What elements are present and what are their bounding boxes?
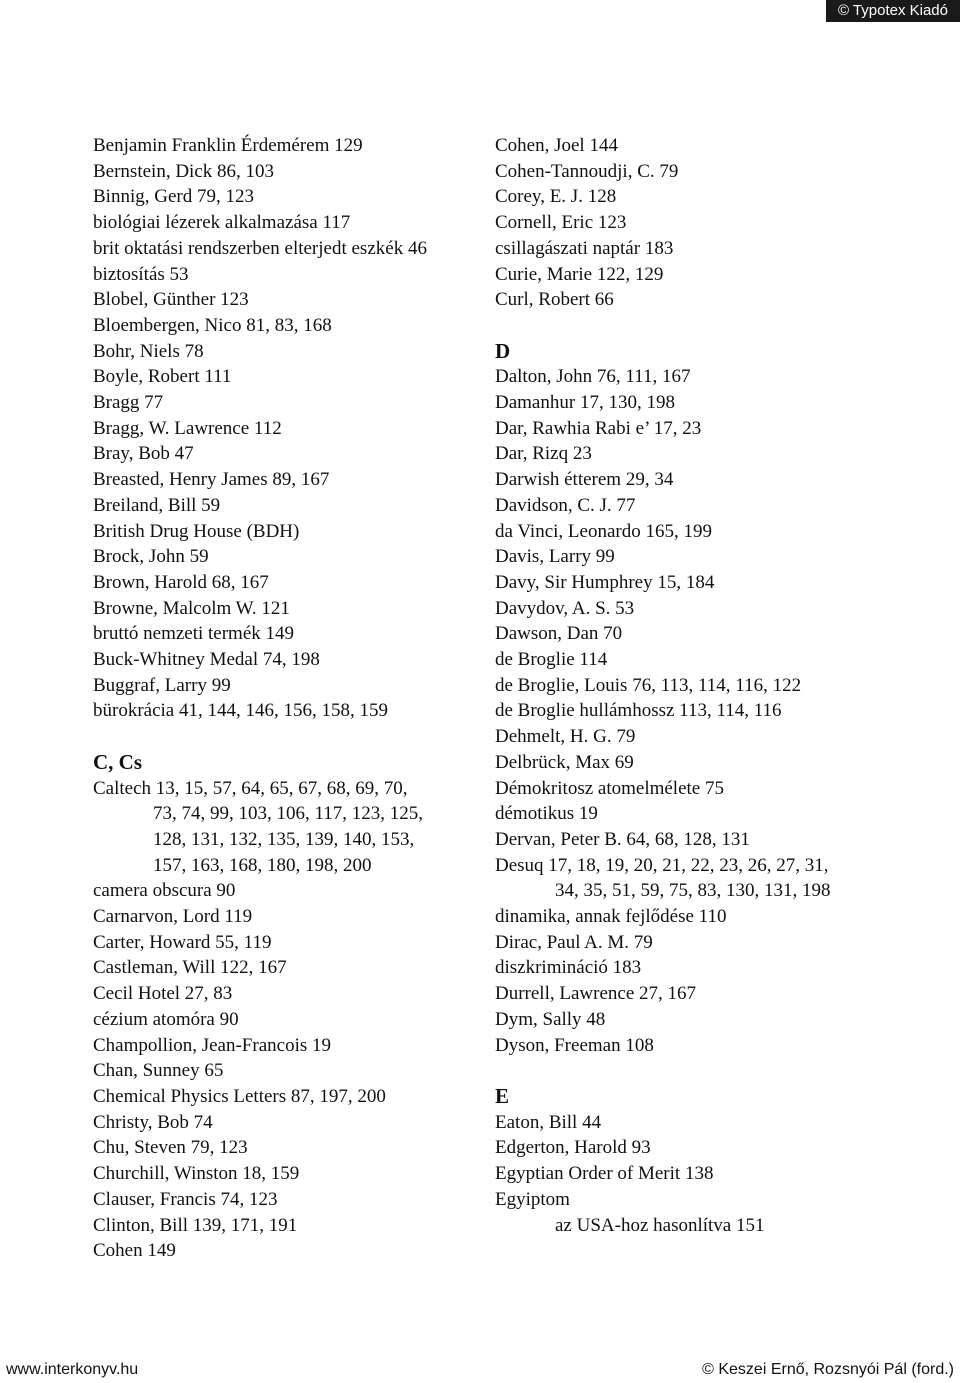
index-entry-caltech: Caltech 13, 15, 57, 64, 65, 67, 68, 69, 70,	[93, 777, 408, 799]
index-entry: Dehmelt, H. G. 79	[495, 726, 636, 748]
footer-authors: © Keszei Ernő, Rozsnyói Pál (ford.)	[702, 1361, 954, 1378]
index-entry: Dervan, Peter B. 64, 68, 128, 131	[495, 828, 750, 850]
index-entry: biológiai lézerek alkalmazása 117	[93, 212, 351, 234]
index-entry: Bragg, W. Lawrence 112	[93, 417, 282, 439]
index-entry: Egyptian Order of Merit 138	[495, 1163, 714, 1185]
index-entry: bruttó nemzeti termék 149	[93, 623, 295, 645]
index-entry: de Broglie 114	[495, 649, 608, 671]
index-entry: Dyson, Freeman 108	[495, 1034, 654, 1056]
index-entry: dinamika, annak fejlődése 110	[495, 906, 727, 928]
index-entry: Damanhur 17, 130, 198	[495, 392, 675, 414]
index-entry: Browne, Malcolm W. 121	[93, 597, 290, 619]
index-subentry-egyiptom: az USA-hoz hasonlítva 151	[555, 1214, 765, 1236]
index-entry: Darwish étterem 29, 34	[495, 469, 674, 491]
index-entry: brit oktatási rendszerben elterjedt eszkék 46	[93, 237, 427, 259]
index-entry: csillagászati naptár 183	[495, 237, 674, 259]
section-heading-d: D	[495, 338, 511, 363]
index-entry: démotikus 19	[495, 803, 598, 825]
index-entry: bürokrácia 41, 144, 146, 156, 158, 159	[93, 700, 388, 722]
index-entry: camera obscura 90	[93, 880, 236, 902]
index-entry: Bragg 77	[93, 392, 164, 414]
index-entry: Démokritosz atomelmélete 75	[495, 777, 724, 799]
index-entry: Dym, Sally 48	[495, 1008, 606, 1030]
footer-site: www.interkonyv.hu	[6, 1361, 139, 1378]
index-entry: Brown, Harold 68, 167	[93, 571, 269, 593]
index-entry: Delbrück, Max 69	[495, 751, 634, 773]
index-entry: Bloembergen, Nico 81, 83, 168	[93, 314, 332, 336]
index-entry: Chemical Physics Letters 87, 197, 200	[93, 1086, 386, 1107]
index-entry: cézium atomóra 90	[93, 1008, 239, 1030]
index-entry: Dirac, Paul A. M. 79	[495, 931, 653, 953]
index-entry: 157, 163, 168, 180, 198, 200	[153, 854, 372, 876]
index-entry: Castleman, Will 122, 167	[93, 957, 287, 979]
index-group-d	[495, 364, 935, 852]
index-entry: Boyle, Robert 111	[93, 366, 232, 388]
index-entry: Clauser, Francis 74, 123	[93, 1188, 278, 1210]
index-entry: Chan, Sunney 65	[93, 1060, 224, 1082]
index-entry: Breasted, Henry James 89, 167	[93, 469, 330, 491]
index-entry: Christy, Bob 74	[93, 1111, 213, 1133]
index-entry: de Broglie, Louis 76, 113, 114, 116, 122	[495, 674, 802, 696]
index-entry: Breiland, Bill 59	[93, 494, 221, 516]
index-entry: Dar, Rizq 23	[495, 443, 592, 465]
index-entry: Durrell, Lawrence 27, 167	[495, 983, 697, 1005]
index-entry: Davidson, C. J. 77	[495, 494, 636, 516]
index-column-left	[93, 133, 478, 1264]
index-entry-caltech-continuation	[93, 801, 478, 878]
index-entry: de Broglie hullámhossz 113, 114, 116	[495, 700, 782, 722]
index-entry: Dalton, John 76, 111, 167	[495, 366, 691, 388]
index-entry: Eaton, Bill 44	[495, 1111, 602, 1133]
index-entry: Carnarvon, Lord 119	[93, 906, 253, 928]
index-group-e	[495, 1110, 935, 1213]
index-entry-desuq-continuation: 34, 35, 51, 59, 75, 83, 130, 131, 198	[555, 880, 831, 902]
index-entry: Bohr, Niels 78	[93, 340, 204, 362]
index-entry: Curie, Marie 122, 129	[495, 263, 664, 285]
index-entry: biztosítás 53	[93, 263, 189, 285]
section-heading-c: C, Cs	[93, 749, 143, 774]
index-entry: 128, 131, 132, 135, 139, 140, 153,	[153, 828, 415, 850]
index-entry: Dawson, Dan 70	[495, 623, 623, 645]
index-entry: diszkrimináció 183	[495, 957, 642, 979]
index-entry: Davydov, A. S. 53	[495, 597, 635, 619]
index-entry: Dar, Rawhia Rabi e’ 17, 23	[495, 417, 702, 439]
index-entry-desuq: Desuq 17, 18, 19, 20, 21, 22, 23, 26, 27, 31,	[495, 854, 829, 876]
index-entry: Edgerton, Harold 93	[495, 1137, 651, 1159]
index-entry: Curl, Robert 66	[495, 289, 614, 311]
index-entry: Carter, Howard 55, 119	[93, 931, 272, 953]
index-entry: Chu, Steven 79, 123	[93, 1137, 248, 1159]
index-entry: Benjamin Franklin Érdemérem 129	[93, 135, 363, 156]
section-heading-e: E	[495, 1083, 510, 1108]
index-entry: Egyiptom	[495, 1188, 570, 1210]
index-entry: Corey, E. J. 128	[495, 186, 617, 208]
index-entry: Cohen, Joel 144	[495, 135, 618, 156]
index-entry: Davis, Larry 99	[495, 546, 615, 568]
index-entry: Binnig, Gerd 79, 123	[93, 186, 254, 208]
index-group-b	[93, 133, 478, 724]
index-entry: Cohen 149	[93, 1240, 176, 1262]
index-column-right	[495, 133, 935, 1238]
index-entry: Cecil Hotel 27, 83	[93, 983, 233, 1005]
index-entry: Davy, Sir Humphrey 15, 184	[495, 571, 715, 593]
index-entry: Churchill, Winston 18, 159	[93, 1163, 300, 1185]
index-entry: Brock, John 59	[93, 546, 209, 568]
index-entry: Bray, Bob 47	[93, 443, 194, 465]
index-entry: Buggraf, Larry 99	[93, 674, 231, 696]
index-entry: Cohen-Tannoudji, C. 79	[495, 160, 679, 182]
index-group-c-continued	[495, 133, 935, 313]
index-entry: Bernstein, Dick 86, 103	[93, 160, 275, 182]
index-entry: 73, 74, 99, 103, 106, 117, 123, 125,	[153, 803, 424, 825]
index-entry: Champollion, Jean-Francois 19	[93, 1034, 331, 1056]
index-entry: Clinton, Bill 139, 171, 191	[93, 1214, 298, 1236]
publisher-badge: © Typotex Kiadó	[826, 0, 960, 22]
index-entry: Blobel, Günther 123	[93, 289, 249, 311]
index-group-c	[93, 878, 478, 1264]
index-entry: Cornell, Eric 123	[495, 212, 627, 234]
index-entry: Buck-Whitney Medal 74, 198	[93, 649, 320, 671]
index-entry: British Drug House (BDH)	[93, 520, 300, 542]
index-entry: da Vinci, Leonardo 165, 199	[495, 520, 712, 542]
index-group-d-continued	[495, 904, 935, 1058]
